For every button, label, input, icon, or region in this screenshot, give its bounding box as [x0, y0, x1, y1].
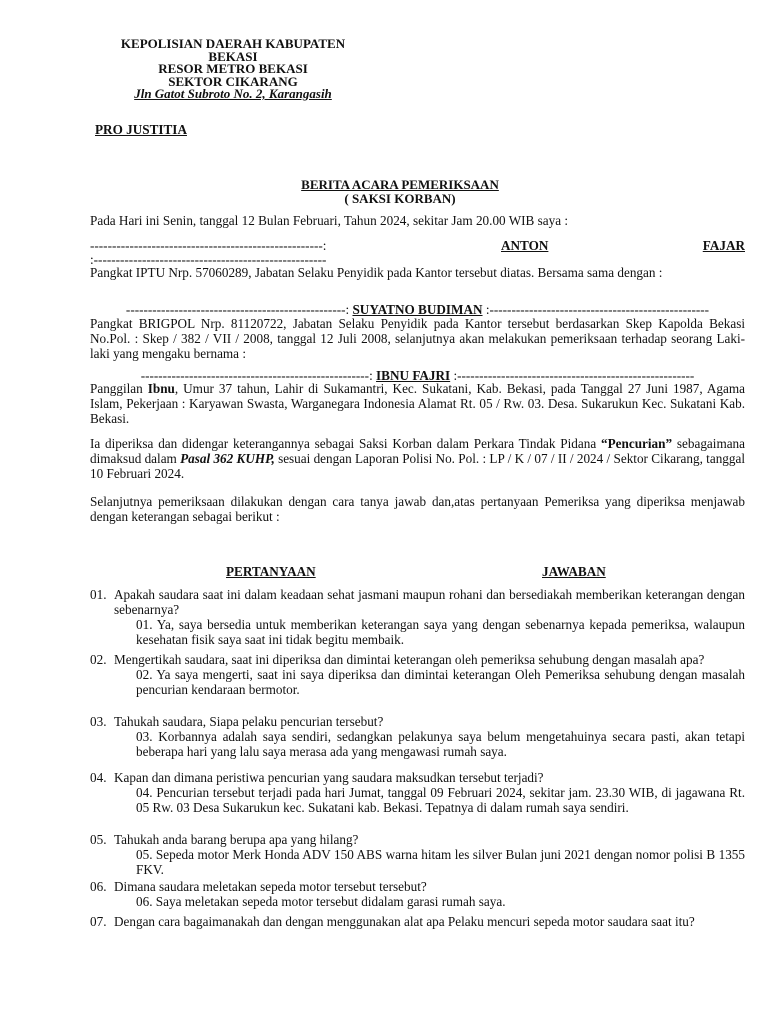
witness-details — [90, 381, 745, 426]
answer-5: 05. Sepeda motor Merk Honda ADV 150 ABS warna hitam les silver Bulan juni 2021 dengan nomor polisi B 1355 FKV. — [136, 847, 745, 877]
answer-1: 01. Ya, saya bersedia untuk memberikan keterangan saya yang dengan sebenarnya kepada pemeriksa, walaupun kesehatan fisik saya saat ini tidak begitu membaik. — [136, 617, 745, 647]
case-part-2: sebagaimana dimaksud dalam — [90, 436, 745, 466]
witness-text-prefix: Panggilan — [90, 381, 148, 396]
answer-6: 06. Saya meletakan sepeda motor tersebut didalam garasi rumah saya. — [136, 894, 506, 909]
document-title — [250, 178, 550, 205]
answer-4: 04. Pencurian tersebut terjadi pada hari Jumat, tanggal 09 Februari 2024, sekitar jam. 23.30 WIB, di jagawana Rt. 05 Rw. 03 Desa Sukarukun kec. Sukatani kab. Bekasi. Tepatnya di dalam rumah saya sendiri. — [136, 785, 745, 815]
investigator2-name-row — [90, 302, 745, 317]
answer-3: 03. Korbannya adalah saya sendiri, sedangkan pelakunya saya belum mengetahuinya secara pasti, akan tetapi beberapa hari yang lalu saya merasa ada yang mengawasi rumah saya. — [136, 729, 745, 759]
case-article: Pasal 362 KUHP, — [180, 451, 275, 466]
investigator2-dashes-right: :-------------------------------------------------- — [482, 302, 710, 317]
witness-nickname: Ibnu — [147, 381, 175, 396]
qa-item-3 — [90, 714, 745, 759]
witness-text-rest: , Umur 37 tahun, Lahir di Sukamantri, Kec. Sukatani, Kab. Bekasi, pada Tanggal 27 Juni 1987, Agama Islam, Pekerjaan : Karyawan Swasta, Warganegara Indonesia Alamat Rt. 05 / Rw. 03. Desa. Sukarukun Kec. Sukatani Kab. Bekasi. — [90, 381, 745, 426]
witness-dashes-right: :------------------------------------------------------ — [450, 368, 695, 383]
investigator1-details: Pangkat IPTU Nrp. 57060289, Jabatan Selaku Penyidik pada Kantor tersebut diatas. Bersama sama dengan : — [90, 265, 663, 280]
question-6 — [90, 879, 745, 894]
investigator1-last-name: FAJAR — [702, 238, 745, 253]
qa-item-1 — [90, 587, 745, 647]
letterhead — [88, 38, 378, 101]
question-text: Mengertikah saudara, saat ini diperiksa dan dimintai keterangan oleh pemeriksa sehubung dengan masalah apa? — [114, 652, 705, 667]
question-number: 02. — [90, 652, 107, 667]
question-text: Apakah saudara saat ini dalam keadaan sehat jasmani maupun rohani dan bersediakah memberikan keterangan dengan sebenarnya? — [114, 587, 745, 617]
answer-2: 02. Ya saya mengerti, saat ini saya diperiksa dan dimintai keterangan Oleh Pemeriksa sehubung dengan masalah pencurian kendaraan bermotor. — [136, 667, 745, 697]
question-text: Kapan dan dimana peristiwa pencurian yang saudara maksudkan tersebut terjadi? — [114, 770, 544, 785]
investigator2-dashes-left: --------------------------------------------------: — [125, 302, 353, 317]
question-column-header: PERTANYAAN — [226, 564, 316, 579]
question-7 — [90, 914, 745, 929]
question-5 — [90, 832, 745, 847]
question-text: Dimana saudara meletakan sepeda motor tersebut tersebut? — [114, 879, 427, 894]
qa-item-2 — [90, 652, 745, 697]
letterhead-line-2: BEKASI — [208, 48, 258, 64]
question-1 — [90, 587, 745, 617]
letterhead-line-4: SEKTOR CIKARANG — [168, 73, 298, 89]
title-main: BERITA ACARA PEMERIKSAAN — [301, 177, 499, 192]
question-number: 04. — [90, 770, 107, 785]
question-number: 01. — [90, 587, 107, 602]
investigator2-name: SUYATNO BUDIMAN — [352, 302, 483, 317]
question-text: Tahukah anda barang berupa apa yang hilang? — [114, 832, 359, 847]
question-number: 06. — [90, 879, 107, 894]
question-4 — [90, 770, 745, 785]
case-part-1: Ia diperiksa dan didengar keterangannya sebagai Saksi Korban dalam Perkara Tindak Pidana — [90, 436, 602, 451]
letterhead-line-1: KEPOLISIAN DAERAH KABUPATEN — [120, 36, 346, 51]
investigator1-dashes-cont: :----------------------------------------------------- — [90, 252, 327, 267]
witness-name: IBNU FAJRI — [376, 368, 451, 383]
case-crime: “Pencurian” — [601, 436, 673, 451]
witness-dashes-left: ----------------------------------------------------: — [140, 368, 377, 383]
letterhead-address: Jln Gatot Subroto No. 2, Karangasih — [134, 86, 332, 101]
question-text: Tahukah saudara, Siapa pelaku pencurian tersebut? — [114, 714, 384, 729]
investigator1-first-name: ANTON — [501, 238, 549, 253]
question-number: 07. — [90, 914, 107, 929]
question-number: 05. — [90, 832, 107, 847]
question-2 — [90, 652, 745, 667]
question-3 — [90, 714, 745, 729]
question-text: Dengan cara bagaimanakah dan dengan menggunakan alat apa Pelaku mencuri sepeda motor saudara saat itu? — [114, 914, 695, 929]
investigator1-dashes: -----------------------------------------------------: — [90, 238, 327, 253]
case-part-3: sesuai dengan Laporan Polisi No. Pol. : LP / K / 07 / II / 2024 / Sektor Cikarang, tanggal 10 Februari 2024. — [90, 451, 745, 481]
qa-item-7 — [90, 914, 745, 929]
case-paragraph — [90, 436, 745, 481]
qa-item-6 — [90, 879, 745, 909]
answer-column-header: JAWABAN — [542, 564, 606, 579]
qa-item-4 — [90, 770, 745, 815]
investigator2-details: Pangkat BRIGPOL Nrp. 81120722, Jabatan Selaku Penyidik pada Kantor tersebut berdasarkan Skep Kapolda Bekasi No.Pol. : Skep / 382 / VII / 2008, tanggal 12 Juli 2008, selanjutnya akan melakukan pemeriksaan terhadap seorang Laki-laki yang mengaku bernama : — [90, 316, 745, 361]
title-sub: ( SAKSI KORBAN) — [344, 190, 456, 206]
question-number: 03. — [90, 714, 107, 729]
intro-paragraph: Pada Hari ini Senin, tanggal 12 Bulan Februari, Tahun 2024, sekitar Jam 20.00 WIB saya : — [90, 213, 569, 228]
pro-justitia-label: PRO JUSTITIA — [95, 122, 187, 137]
investigator1-name-row — [90, 238, 745, 253]
letterhead-line-3: RESOR METRO BEKASI — [158, 61, 308, 76]
qa-item-5 — [90, 832, 745, 877]
procedure-paragraph: Selanjutnya pemeriksaan dilakukan dengan cara tanya jawab dan,atas pertanyaan Pemeriksa yang diperiksa menjawab dengan keterangan sebagai berikut : — [90, 494, 745, 524]
